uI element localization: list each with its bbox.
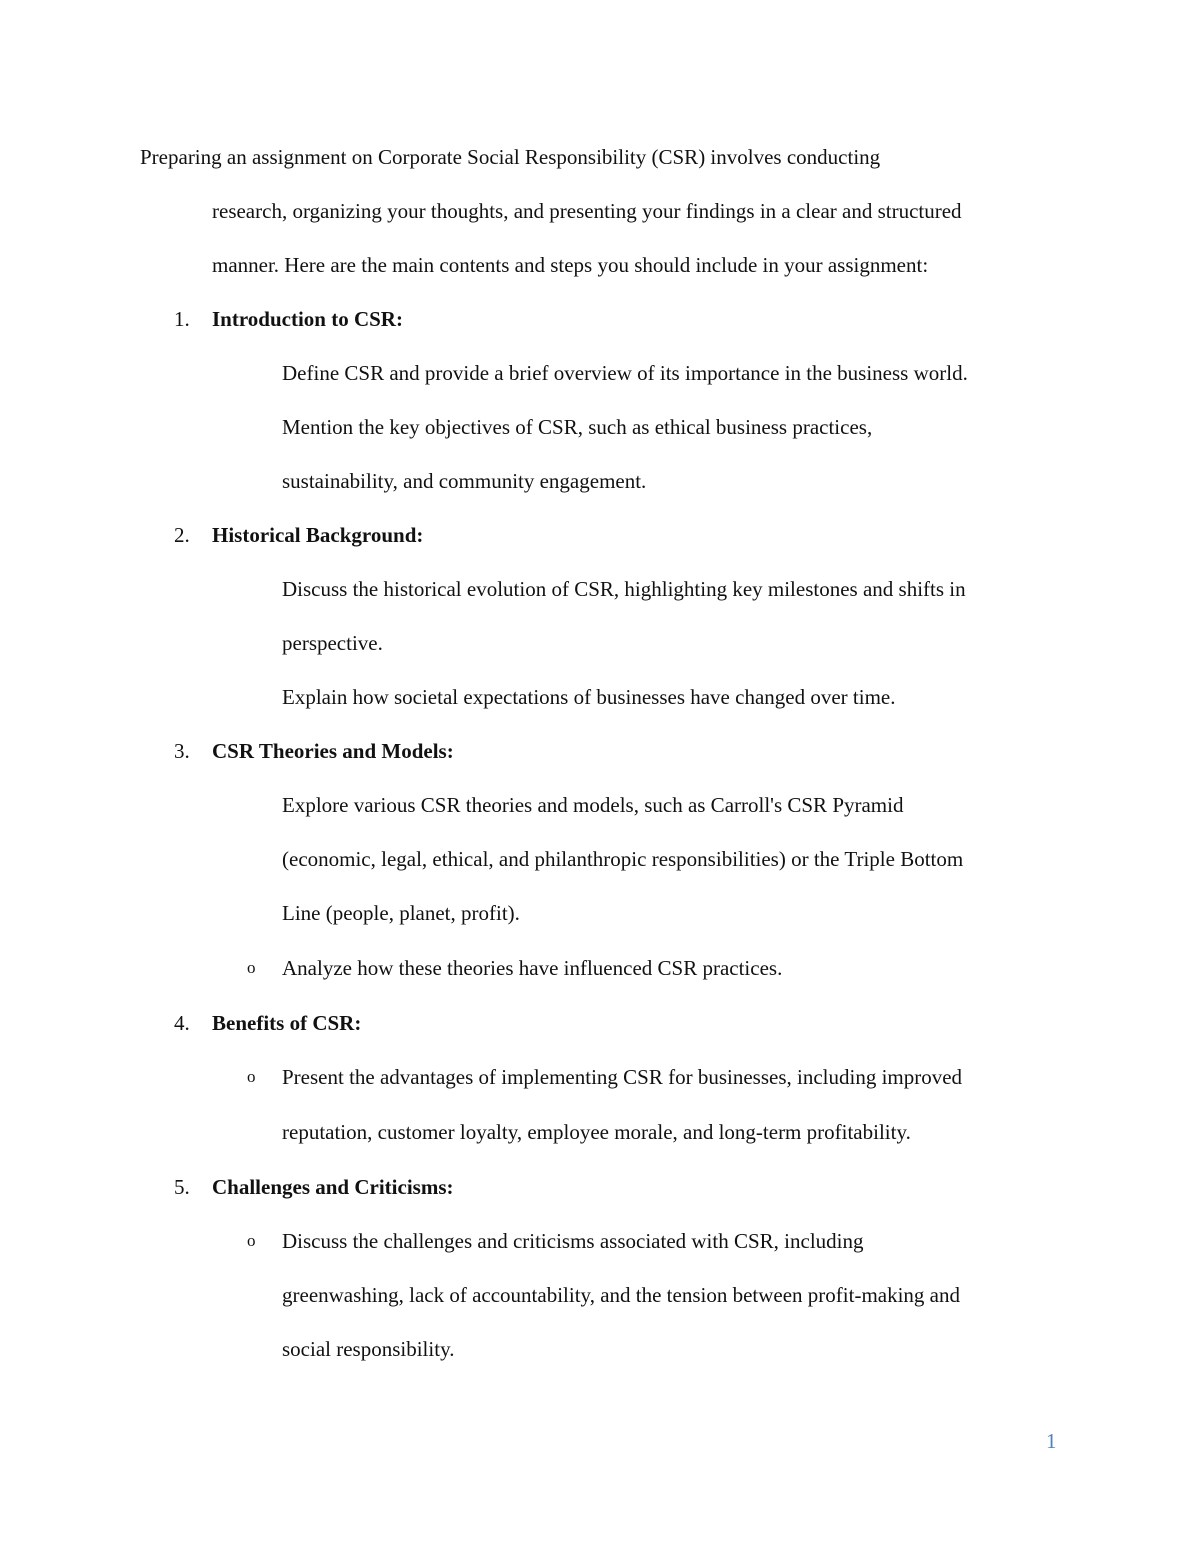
list-item-continuation: [0, 832, 1200, 886]
item-text: sustainability, and community engagement.: [282, 469, 647, 493]
item-text: Explain how societal expectations of businesses have changed over time.: [282, 685, 896, 709]
intro-line: [0, 238, 1200, 292]
item-text: Analyze how these theories have influenced CSR practices.: [282, 956, 783, 980]
list-item: [0, 400, 1200, 454]
section-number: 3.: [174, 739, 190, 763]
item-text: (economic, legal, ethical, and philanthropic responsibilities) or the Triple Bottom: [282, 847, 964, 871]
item-text: Discuss the challenges and criticisms associated with CSR, including: [282, 1229, 864, 1253]
item-text: Line (people, planet, profit).: [282, 901, 520, 925]
section-number: 1.: [174, 307, 190, 331]
item-text: perspective.: [282, 631, 383, 655]
item-text: Discuss the historical evolution of CSR, highlighting key milestones and shifts in: [282, 577, 966, 601]
section-heading: [0, 724, 1200, 778]
item-text: social responsibility.: [282, 1337, 455, 1361]
item-text: Present the advantages of implementing CSR for businesses, including improved: [282, 1065, 963, 1089]
list-item: [0, 1214, 1200, 1268]
list-item: [0, 346, 1200, 400]
list-item-continuation: [0, 1322, 1200, 1376]
bullet-marker: o: [247, 1231, 256, 1250]
list-item: [0, 778, 1200, 832]
bullet-marker: o: [247, 1067, 256, 1086]
item-text: reputation, customer loyalty, employee morale, and long-term profitability.: [282, 1120, 911, 1144]
list-item-continuation: [0, 454, 1200, 508]
intro-text: Preparing an assignment on Corporate Social Responsibility (CSR) involves conducting: [140, 145, 881, 169]
list-item-continuation: [0, 1268, 1200, 1322]
intro-line: [0, 184, 1200, 238]
section-number: 5.: [174, 1175, 190, 1199]
section-heading: [0, 508, 1200, 562]
section-heading: [0, 1160, 1200, 1214]
list-item: [0, 562, 1200, 616]
section-title: CSR Theories and Models:: [212, 739, 454, 763]
list-item: [0, 670, 1200, 724]
section-title: Introduction to CSR:: [212, 307, 403, 331]
section-title: Benefits of CSR:: [212, 1011, 362, 1035]
section-title: Historical Background:: [212, 523, 424, 547]
bullet-marker: o: [247, 958, 256, 977]
intro-line: [0, 130, 1200, 184]
section-heading: [0, 292, 1200, 346]
page-number: 1: [1046, 1429, 1057, 1453]
section-number: 4.: [174, 1011, 190, 1035]
section-title: Challenges and Criticisms:: [212, 1175, 454, 1199]
item-text: greenwashing, lack of accountability, and the tension between profit-making and: [282, 1283, 960, 1307]
intro-text: manner. Here are the main contents and steps you should include in your assignment:: [212, 253, 929, 277]
list-item-continuation: [0, 1105, 1200, 1159]
list-item-continuation: [0, 886, 1200, 940]
list-item-continuation: [0, 616, 1200, 670]
item-text: Explore various CSR theories and models, such as Carroll's CSR Pyramid: [282, 793, 904, 817]
section-number: 2.: [174, 523, 190, 547]
list-item: [0, 941, 1200, 995]
section-heading: [0, 996, 1200, 1050]
intro-text: research, organizing your thoughts, and presenting your findings in a clear and structured: [212, 199, 962, 223]
item-text: Define CSR and provide a brief overview of its importance in the business world.: [282, 361, 968, 385]
list-item: [0, 1050, 1200, 1104]
item-text: Mention the key objectives of CSR, such as ethical business practices,: [282, 415, 873, 439]
